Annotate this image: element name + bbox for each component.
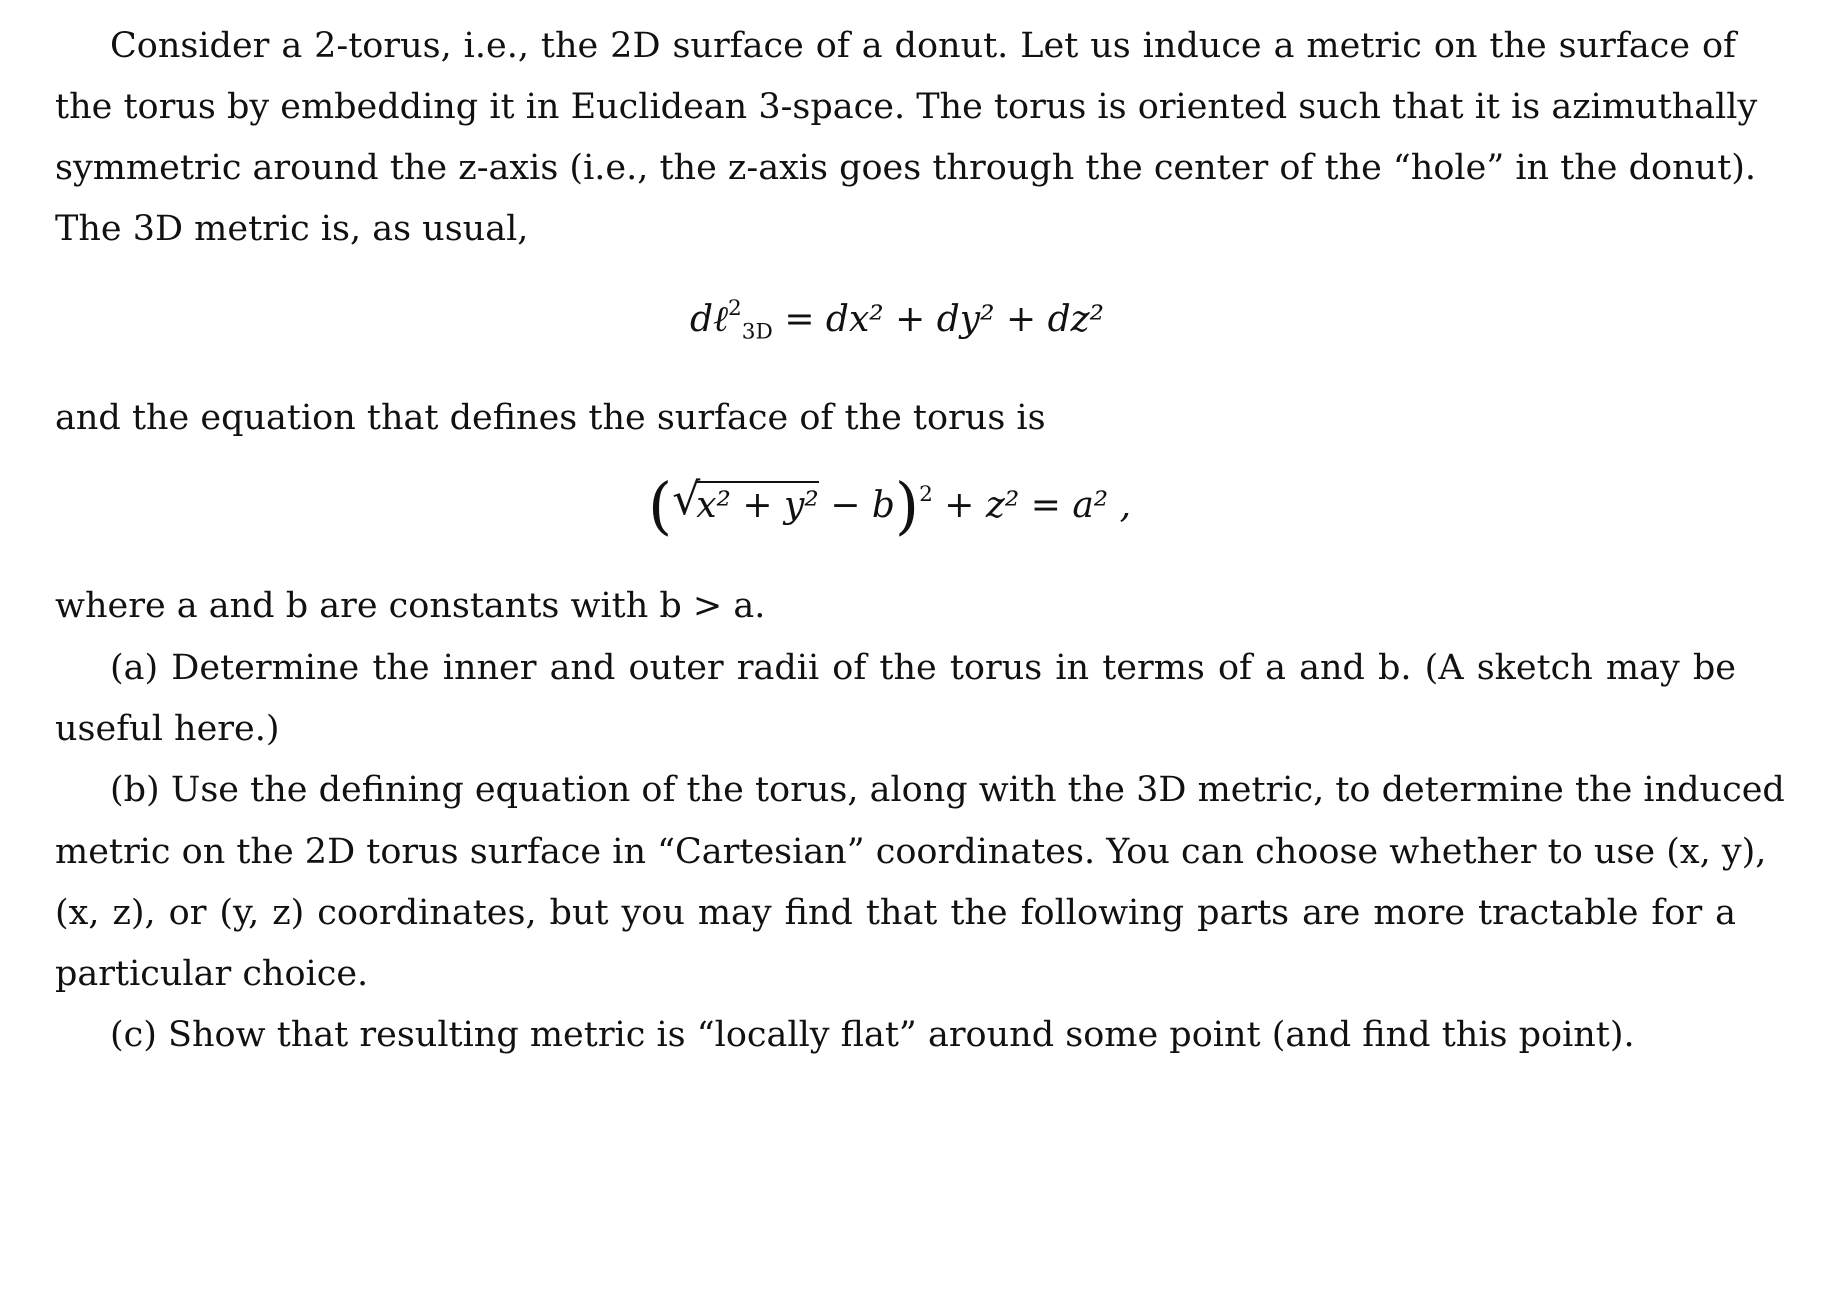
part-b-line-1: (b) Use the defining equation of the torus, along with the 3D metric, to determine the induced: [110, 770, 1785, 810]
torus-equation: ( √ x² + y² − b)$^2$ + z² = a² ,: [648, 469, 1132, 542]
paragraph-1-line-4: The 3D metric is, as usual,: [55, 209, 529, 249]
torus-minus-b: − b: [830, 485, 895, 526]
paragraph-1-line-3: symmetric around the z-axis (i.e., the z-axis goes through the center of the “hole” in the donut).: [55, 148, 1757, 188]
metric-equation: dℓ$^2_{3D}$ = dx² + dy² + dz²: [690, 295, 1105, 345]
torus-radicand: x² + y²: [696, 481, 819, 526]
square-root: √ x² + y²: [672, 474, 819, 526]
part-a-line-1: (a) Determine the inner and outer radii of the torus in terms of a and b. (A sketch may be: [110, 648, 1736, 688]
metric-lhs: dℓ: [690, 299, 729, 340]
metric-lhs-subscript: 3D: [741, 319, 773, 345]
part-c: (c) Show that resulting metric is “locally flat” around some point (and find this point).: [110, 1015, 1635, 1055]
paragraph-1-line-1: Consider a 2-torus, i.e., the 2D surface of a donut. Let us induce a metric on the surface of: [110, 26, 1736, 66]
part-b-line-2: metric on the 2D torus surface in “Cartesian” coordinates. You can choose whether to use (x, y),: [55, 832, 1767, 872]
paragraph-3: where a and b are constants with b > a.: [55, 586, 766, 626]
part-a-line-2: useful here.): [55, 709, 280, 749]
part-b-line-4: particular choice.: [55, 954, 369, 994]
part-b-line-3: (x, z), or (y, z) coordinates, but you may find that the following parts are more tractable for a: [55, 893, 1736, 933]
metric-rhs: = dx² + dy² + dz²: [784, 299, 1105, 340]
torus-rest: + z² = a² ,: [944, 485, 1132, 526]
paragraph-1-line-2: the torus by embedding it in Euclidean 3-space. The torus is oriented such that it is azimuthally: [55, 87, 1758, 127]
paragraph-2: and the equation that defines the surface of the torus is: [55, 398, 1046, 438]
